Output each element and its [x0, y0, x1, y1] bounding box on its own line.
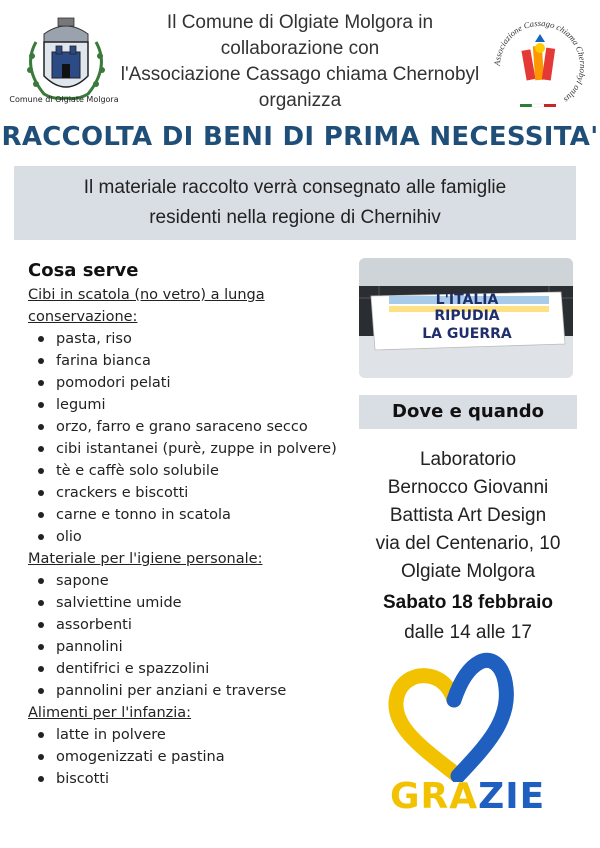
header-line: collaborazione con	[220, 38, 380, 59]
category-label	[28, 702, 348, 724]
list-item: biscotti	[28, 768, 348, 790]
thanks-part-blue: ZIE	[478, 776, 546, 817]
banner-line: Il materiale raccolto verrà consegnato alle famiglie	[83, 177, 507, 198]
venue-line: via del Centenario, 10	[375, 533, 561, 554]
header-line: organizza	[258, 90, 342, 111]
venue-line: Laboratorio	[419, 449, 517, 470]
category-label-colon: :	[257, 551, 263, 567]
association-logo-text: Associazione Cassago chiama Chernobyl onlus	[491, 17, 589, 105]
photo-banner-line: RIPUDIA	[434, 308, 500, 324]
category-label: conservazione:	[28, 309, 138, 325]
list-item: crackers e biscotti	[28, 482, 348, 504]
header-line: Il Comune di Olgiate Molgora in	[166, 12, 434, 33]
list-item: sapone	[28, 570, 348, 592]
category-label-text: Alimenti per l'infanzia	[28, 705, 187, 721]
list-item: carne e tonno in scatola	[28, 504, 348, 526]
where-when-heading: Dove e quando	[359, 395, 577, 429]
comune-crest-icon	[14, 12, 118, 108]
venue-line: Battista Art Design	[389, 505, 547, 526]
list-item: pomodori pelati	[28, 372, 348, 394]
list-item: olio	[28, 526, 348, 548]
event-date: Sabato 18 febbraio	[383, 592, 553, 613]
list-item: farina bianca	[28, 350, 348, 372]
thanks-text	[390, 776, 546, 817]
list-item: salviettine umide	[28, 592, 348, 614]
category-label: Cibi in scatola (no vetro) a lunga	[28, 287, 265, 303]
list-item: cibi istantanei (purè, zuppe in polvere)	[28, 438, 348, 460]
category-label-text: Materiale per l'igiene personale	[28, 551, 258, 567]
info-banner	[14, 166, 576, 240]
heart-icon	[388, 652, 538, 782]
list-item: pannolini per anziani e traverse	[28, 680, 348, 702]
list-item: assorbenti	[28, 614, 348, 636]
list-item: pasta, riso	[28, 328, 348, 350]
header-text	[110, 10, 490, 114]
item-list	[28, 724, 348, 790]
page-title: RACCOLTA DI BENI DI PRIMA NECESSITA'	[1, 122, 599, 152]
crest-label: Comune di Olgiate Molgora	[9, 95, 119, 104]
venue-line: Bernocco Giovanni	[387, 477, 549, 498]
list-item: pannolini	[28, 636, 348, 658]
list-item: tè e caffè solo solubile	[28, 460, 348, 482]
banner-line: residenti nella regione di Chernihiv	[149, 207, 441, 228]
protest-banner-photo	[359, 258, 573, 378]
venue-line: Olgiate Molgora	[400, 561, 536, 582]
item-list	[28, 328, 348, 548]
photo-banner-line: L'ITALIA	[435, 292, 499, 308]
needs-heading: Cosa serve	[28, 260, 139, 281]
event-time: dalle 14 alle 17	[404, 622, 532, 643]
thanks-part-yellow: GRA	[390, 776, 479, 817]
list-item: dentifrici e spazzolini	[28, 658, 348, 680]
needs-section	[28, 260, 348, 790]
category-label-colon: :	[186, 705, 192, 721]
association-logo	[486, 12, 594, 120]
list-item: orzo, farro e grano saraceno secco	[28, 416, 348, 438]
header-line: l'Associazione Cassago chiama Chernobyl	[120, 64, 480, 85]
list-item: legumi	[28, 394, 348, 416]
photo-banner-line: LA GUERRA	[422, 326, 512, 342]
category-label	[28, 548, 348, 570]
list-item: latte in polvere	[28, 724, 348, 746]
venue-address	[340, 446, 596, 586]
list-item: omogenizzati e pastina	[28, 746, 348, 768]
item-list	[28, 570, 348, 702]
